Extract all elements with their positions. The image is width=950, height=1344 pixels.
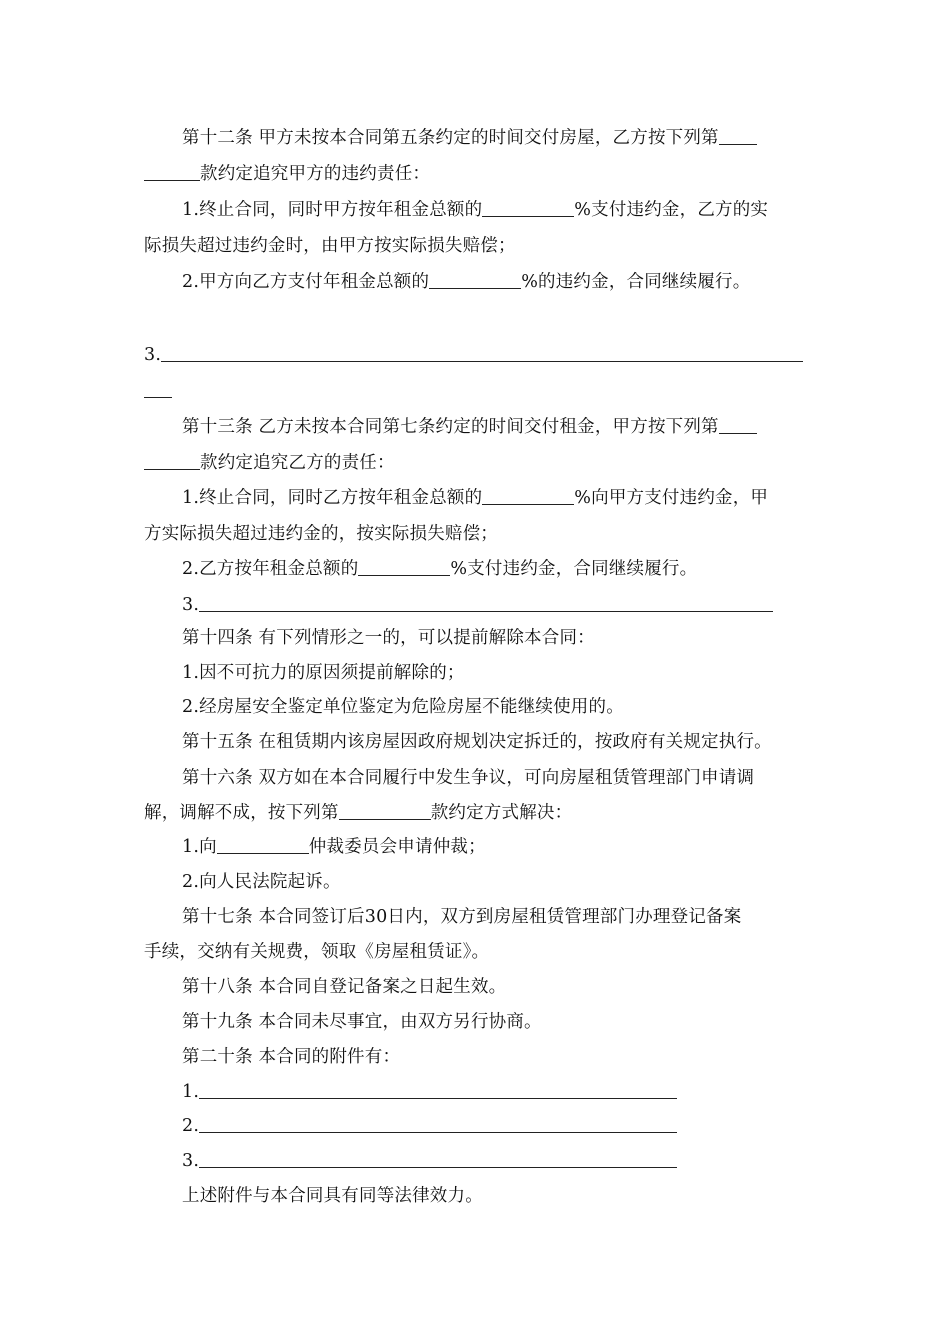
art16-item1: 1.向 仲裁委员会申请仲裁；: [182, 837, 486, 857]
art16-line2: 解，调解不成，按下列第 款约定方式解决：: [144, 803, 573, 823]
art12-line2: 款约定追究甲方的违约责任：: [144, 157, 824, 191]
art20-item3: 3.: [182, 1144, 832, 1178]
fill-blank: [358, 557, 450, 576]
art20-closing: 上述附件与本合同具有同等法律效力。: [182, 1186, 483, 1206]
fill-blank: [719, 126, 757, 145]
art20-line1: 第二十条 本合同的附件有：: [182, 1047, 401, 1067]
art20-item2: 2.: [182, 1109, 832, 1143]
fill-blank: [217, 835, 309, 854]
art13-item1-cont: 方实际损失超过违约金的，按实际损失赔偿；: [144, 524, 498, 544]
art13-item1: 1.终止合同，同时乙方按年租金总额的 %向甲方支付违约金，甲: [182, 488, 769, 508]
fill-blank: [199, 1114, 677, 1133]
fill-blank: [144, 379, 172, 398]
art15-line1: 第十五条 在租赁期内该房屋因政府规划决定拆迁的，按政府有关规定执行。: [182, 732, 772, 752]
art20-item1: 1.: [182, 1075, 832, 1109]
art17-line1: 第十七条 本合同签订后30日内，双方到房屋租赁管理部门办理登记备案: [182, 907, 742, 927]
fill-blank: [199, 1149, 677, 1168]
art16-line1: 第十六条 双方如在本合同履行中发生争议，可向房屋租赁管理部门申请调: [182, 768, 755, 788]
fill-blank: [144, 451, 200, 470]
art19-line1: 第十九条 本合同未尽事宜，由双方另行协商。: [182, 1012, 542, 1032]
fill-blank: [482, 198, 574, 217]
art12-item1: 1.终止合同，同时甲方按年租金总额的 %支付违约金，乙方的实: [182, 200, 769, 220]
art13-line1: 第十三条 乙方未按本合同第七条约定的时间交付租金，甲方按下列第: [182, 410, 832, 444]
art12-item1-cont: 际损失超过违约金时，由甲方按实际损失赔偿；: [144, 236, 516, 256]
fill-blank: [482, 486, 574, 505]
fill-blank: [161, 343, 803, 362]
art18-line1: 第十八条 本合同自登记备案之日起生效。: [182, 977, 507, 997]
art16-item2: 2.向人民法院起诉。: [182, 872, 341, 892]
fill-blank: [339, 801, 431, 820]
art14-line1: 第十四条 有下列情形之一的，可以提前解除本合同：: [182, 628, 595, 648]
fill-blank: [199, 593, 773, 612]
fill-blank: [199, 1080, 677, 1099]
art13-line2: 款约定追究乙方的责任：: [144, 446, 824, 480]
art14-item1: 1.因不可抗力的原因须提前解除的；: [182, 663, 465, 683]
art17-line2: 手续，交纳有关规费，领取《房屋租赁证》。: [144, 942, 490, 962]
art13-item2: 2.乙方按年租金总额的 %支付违约金，合同继续履行。: [182, 559, 698, 579]
fill-blank: [144, 162, 200, 181]
art12-line1: 第十二条 甲方未按本合同第五条约定的时间交付房屋，乙方按下列第: [182, 121, 832, 155]
art12-item3: 3.: [144, 338, 824, 372]
art14-item2: 2.经房屋安全鉴定单位鉴定为危险房屋不能继续使用的。: [182, 697, 624, 717]
art13-item3: 3.: [182, 588, 832, 622]
fill-blank: [429, 270, 521, 289]
fill-blank: [719, 415, 757, 434]
art12-item2: 2.甲方向乙方支付年租金总额的 %的违约金，合同继续履行。: [182, 272, 751, 292]
art12-item3-cont: [144, 374, 824, 408]
